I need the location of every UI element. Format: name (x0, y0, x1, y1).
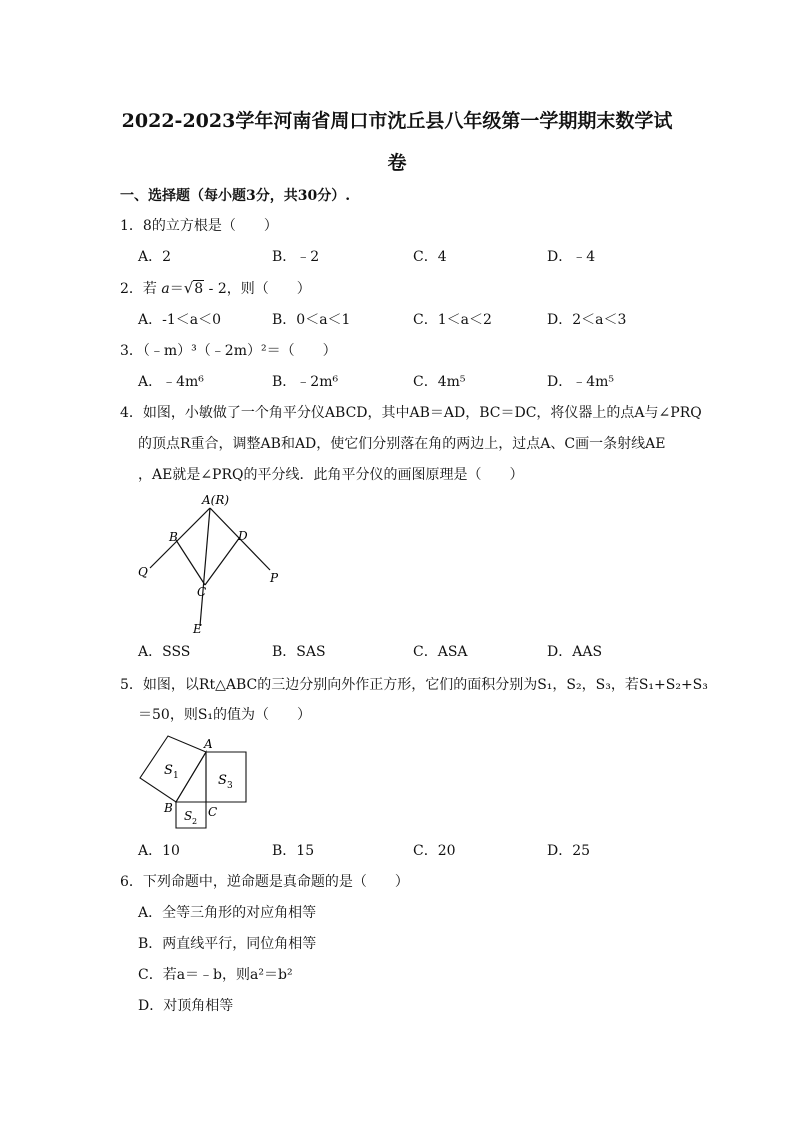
q6-option-b: B．两直线平行，同位角相等 (138, 936, 317, 952)
label-a-r: A(R) (202, 493, 230, 507)
q2-stem (120, 278, 311, 299)
q2-option-b: B．0＜a＜1 (272, 312, 351, 328)
label-s2-sub: 2 (192, 817, 198, 826)
section-heading: 一、选择题（每小题3分，共30分）. (120, 188, 351, 204)
q5-option-b: B．15 (272, 843, 315, 859)
label-c: C (208, 805, 218, 819)
q2-stem-pre: 2．若 (120, 281, 162, 297)
q3-option-c: C．4m⁵ (413, 374, 466, 390)
q4-option-d: D．AAS (547, 644, 603, 660)
label-s1: S (164, 763, 173, 778)
label-s2: S (184, 809, 193, 823)
angle-bisector-figure (130, 490, 300, 640)
segment-bc (176, 540, 205, 585)
q5-line-2: ＝50，则S₁的值为（ ） (138, 707, 312, 723)
q4-option-c: C．ASA (413, 644, 468, 660)
q4-line-1: 4．如图，小敏做了一个角平分仪ABCD，其中AB＝AD，BC＝DC，将仪器上的点A与∠PRQ (120, 405, 702, 421)
q2-radicand: 8 (194, 281, 204, 297)
q6-option-c: C．若a＝﹣b，则a²＝b² (138, 967, 293, 983)
label-e: E (193, 622, 202, 636)
label-p: P (270, 571, 279, 585)
label-c: C (197, 585, 207, 599)
q3-option-a: A．﹣4m⁶ (138, 374, 204, 390)
q4-option-a: A．SSS (138, 644, 191, 660)
label-q: Q (138, 565, 148, 579)
q1-stem: 1．8的立方根是（ ） (120, 218, 278, 234)
q1-option-a: A．2 (138, 249, 172, 265)
q1-option-c: C．4 (413, 249, 447, 265)
label-s3-sub: 3 (227, 781, 233, 791)
q5-option-c: C．20 (413, 843, 456, 859)
q1-option-b: B．﹣2 (272, 249, 320, 265)
q2-option-a: A．-1＜a＜0 (138, 312, 222, 328)
ray-ae (200, 508, 210, 626)
sqrt-sign-icon: √ (183, 279, 194, 297)
q2-stem-post: - 2，则（ ） (204, 281, 311, 297)
q5-option-a: A．10 (138, 843, 180, 859)
q3-option-d: D．﹣4m⁵ (547, 374, 615, 390)
q6-option-d: D．对顶角相等 (138, 998, 234, 1014)
label-b: B (164, 801, 173, 815)
squares-figure (130, 728, 260, 833)
label-s1-sub: 1 (173, 771, 179, 781)
q2-option-d: D．2＜a＜3 (547, 312, 627, 328)
q5-option-d: D．25 (547, 843, 591, 859)
q3-stem: 3．（﹣m）³（﹣2m）²＝（ ） (120, 343, 337, 359)
label-s3: S (218, 773, 227, 788)
title-line-2: 卷 (387, 152, 407, 174)
label-b: B (169, 530, 178, 544)
q4-line-2: 的顶点R重合，调整AB和AD，使它们分别落在角的两边上，过点A、C画一条射线AE (138, 436, 666, 452)
title-line-1: 2022-2023学年河南省周口市沈丘县八年级第一学期期末数学试 (121, 110, 673, 132)
segment-dc (205, 537, 240, 585)
q3-option-b: B．﹣2m⁶ (272, 374, 339, 390)
q2-eq: ＝ (169, 281, 184, 297)
q4-option-b: B．SAS (272, 644, 326, 660)
q1-option-d: D．﹣4 (547, 249, 596, 265)
q2-option-c: C．1＜a＜2 (413, 312, 492, 328)
label-d: D (238, 529, 248, 543)
q4-line-3: ，AE就是∠PRQ的平分线．此角平分仪的画图原理是（ ） (138, 467, 524, 483)
ray-rq (150, 508, 210, 568)
label-a: A (204, 737, 213, 751)
q6-option-a: A．全等三角形的对应角相等 (138, 905, 317, 921)
q2-var: a (161, 281, 170, 297)
q5-line-1: 5．如图，以Rt△ABC的三边分别向外作正方形，它们的面积分别为S₁，S₂，S₃，若S₁+S₂+S₃ (120, 677, 708, 693)
q6-stem: 6．下列命题中，逆命题是真命题的是（ ） (120, 874, 409, 890)
triangle-abc (176, 752, 206, 802)
